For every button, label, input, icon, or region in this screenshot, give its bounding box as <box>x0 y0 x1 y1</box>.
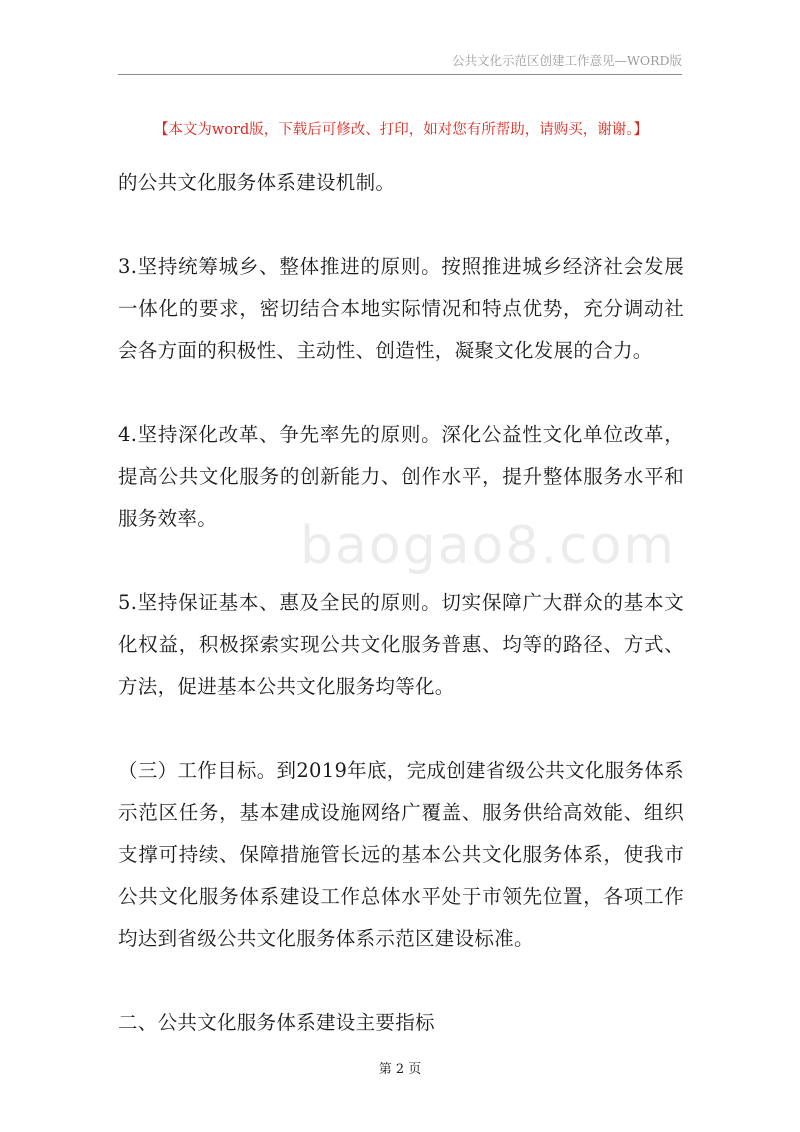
paragraph-work-goal: （三）工作目标。到2019年底，完成创建省级公共文化服务体系示范区任务，基本建成设施网络广覆盖、服务供给高效能、组织支撑可持续、保障措施管长远的基本公共文化服务体系，使我市公共文化服务体系建设工作总体水平处于市领先位置，各项工作均达到省级公共文化服务体系示范区建设标准。 <box>118 759 684 950</box>
page-number: 第 2 页 <box>378 1062 422 1077</box>
watermark: baogao8.com <box>300 516 677 576</box>
paragraph-principle-5: 5.坚持保证基本、惠及全民的原则。切实保障广大群众的基本文化权益，积极探索实现公共文化服务普惠、均等的路径、方式、方法，促进基本公共文化服务均等化。 <box>118 591 684 698</box>
paragraph-principle-3: 3.坚持统筹城乡、整体推进的原则。按照推进城乡经济社会发展一体化的要求，密切结合本地实际情况和特点优势，充分调动社会各方面的积极性、主动性、创造性，凝聚文化发展的合力。 <box>118 255 684 362</box>
paragraph-principle-4: 4.坚持深化改革、争先率先的原则。深化公益性文化单位改革，提高公共文化服务的创新能力、创作水平，提升整体服务水平和服务效率。 <box>118 423 684 530</box>
page-header <box>118 52 682 75</box>
header-title: 公共文化示范区创建工作意见—WORD版 <box>451 53 682 68</box>
section-heading-indicators: 二、公共文化服务体系建设主要指标 <box>118 1011 435 1034</box>
paragraph-continuation: 的公共文化服务体系建设机制。 <box>118 171 396 194</box>
document-body <box>118 162 684 1044</box>
download-notice: 【本文为word版，下载后可修改、打印，如对您有所帮助，请购买，谢谢。】 <box>153 122 649 138</box>
